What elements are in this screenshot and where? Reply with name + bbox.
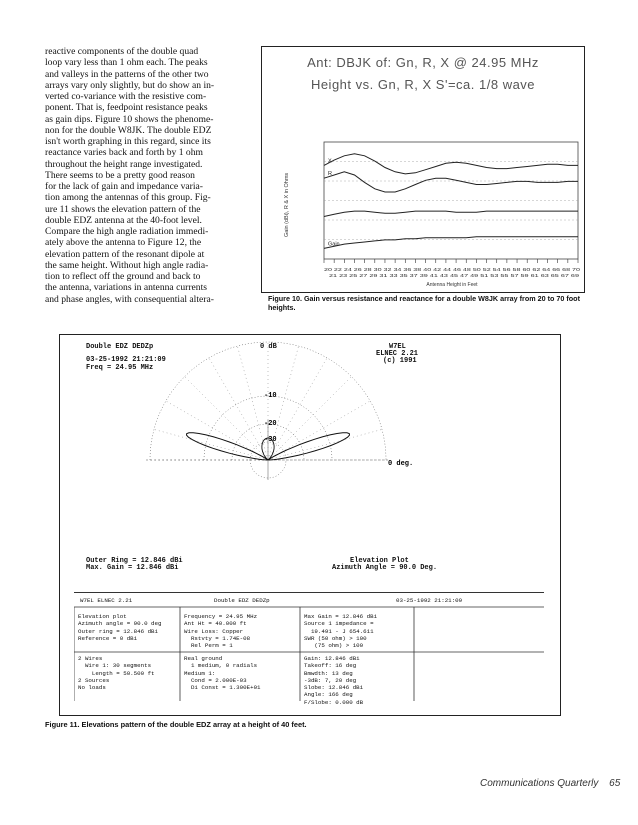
figure-11: [59, 334, 561, 716]
figure-10-xlabel: Antenna Height in Feet: [426, 282, 478, 288]
left-lobe: [187, 433, 268, 460]
figure-10-title: Ant: DBJK of: Gn, R, X @ 24.95 MHz: [307, 55, 539, 70]
table-cell: Max Gain = 12.846 dBi: [304, 613, 378, 620]
table-cell: 19.491 - J 654.611: [304, 627, 374, 635]
table-col3-top: [304, 613, 377, 649]
table-cell: Ant Ht = 40.000 ft: [184, 620, 247, 628]
table-header-mid: Double EDZ DEDZp: [214, 597, 270, 604]
body-text-line: isn't worth graphing in this regard, since its: [45, 136, 211, 147]
journal-name: Communications Quarterly: [480, 778, 599, 789]
polar-spoke: [268, 429, 382, 460]
table-cell: SWR (50 ohm) > 100: [304, 634, 367, 642]
table-cell: Rstvty = 1.74E-08: [184, 634, 251, 642]
figure-10-chart: [262, 47, 584, 292]
body-text-line: verted co-variance with the resistive com-: [45, 91, 207, 102]
table-col1-top: [78, 613, 162, 642]
ring-label-minus20: -20: [264, 420, 277, 428]
figure-11-caption: Figure 11. Elevations pattern of the double EDZ array at a height of 40 feet.: [45, 720, 307, 729]
table-cell: Azimuth angle = 90.0 deg: [78, 620, 162, 628]
figure-10-series-line: [324, 237, 578, 249]
table-header-right: 03-25-1992 21:21:09: [396, 597, 463, 604]
body-text-line: There seems to be a pretty good reason: [45, 169, 195, 181]
figure-10-series-line: [324, 154, 578, 174]
table-cell: 2 Sources: [78, 676, 110, 684]
body-text-line: non for the double W8JK. The double EDZ: [45, 124, 212, 136]
body-text-line: double EDZ antenna at the 40-foot level.: [45, 214, 202, 226]
table-cell: Elevation plot: [78, 613, 127, 620]
right-lobe: [268, 433, 349, 460]
table-cell: Slobe: 12.846 dBi: [304, 684, 364, 692]
figure-10-ticks-row2: 21 23 25 27 29 31 33 35 37 39 41 43 45 47 49 51 53 55 57 59 61 63 65 67 69: [329, 273, 580, 278]
plot-zero-db: 0 dB: [260, 343, 277, 351]
table-cell: Di Const = 1.300E+01: [184, 684, 261, 692]
table-cell: Wire 1: 30 segments: [78, 662, 152, 670]
table-cell: Reference = 0 dBi: [78, 634, 138, 642]
table-col1-bottom: [78, 655, 155, 691]
plot-frequency: Freq = 24.95 MHz: [86, 364, 154, 372]
table-cell: Source 1 impedance =: [304, 620, 374, 628]
polar-spoke: [154, 429, 268, 460]
body-text-column: [45, 46, 250, 305]
elevation-polar-plot: [60, 335, 560, 585]
table-cell: Real ground: [184, 655, 223, 662]
figure-10-plot-frame: [324, 142, 578, 259]
plot-outer-ring: Outer Ring = 12.846 dBi: [86, 557, 183, 565]
table-cell: Takeoff: 16 deg: [304, 662, 357, 670]
table-cell: Outer ring = 12.846 dBi: [78, 627, 159, 635]
body-text-line: reactive components of the double quad: [45, 46, 199, 57]
figure-10-ticks-row1: 20 22 24 26 28 30 32 34 36 38 40 42 44 46 48 50 52 54 56 58 60 62 64 66 68 70: [324, 267, 581, 272]
table-cell: Length = 50.500 ft: [78, 669, 155, 677]
plot-program-title: Double EDZ DEDZp: [86, 343, 154, 351]
table-cell: Wire Loss: Copper: [184, 627, 244, 635]
table-cell: Frequency = 24.95 MHz: [184, 613, 258, 620]
table-cell: 2 Wires: [78, 655, 103, 662]
body-text-line: the antenna, variations in antenna currents: [45, 282, 207, 294]
body-text-line: tion among the antennas of this group. Fig-: [45, 192, 211, 204]
body-text-line: Compare the high angle radiation immedi-: [45, 226, 209, 237]
table-cell: -3dB: 7, 20 deg: [304, 676, 357, 684]
figure-10-series-line: [324, 172, 578, 192]
body-text-line: loop vary less than 1 ohm each. The peaks: [45, 57, 208, 69]
polar-spoke: [209, 358, 268, 460]
plot-zero-deg: 0 deg.: [388, 460, 414, 468]
table-col2-bottom: [184, 655, 261, 691]
body-text-line: tion to reflect off the ground and back to: [45, 271, 201, 282]
body-text-line: for the lack of gain and impedance varia-: [45, 181, 203, 192]
figure-10-series-label: R: [328, 171, 332, 178]
table-cell: F/Slobe: 0.000 dB: [304, 698, 364, 706]
table-cell: Medium 1:: [184, 669, 216, 677]
figure-10-ylabel: Gain (dBi), R & X in Ohms: [284, 172, 290, 237]
body-text-line: and valleys in the patterns of the other two: [45, 68, 209, 80]
table-cell: Cond = 2.000E-03: [184, 676, 247, 684]
body-text-line: reactance varies back and forth by 1 ohm: [45, 147, 203, 159]
body-text-line: as gain dips. Figure 10 shows the phenome-: [45, 113, 214, 125]
plot-callsign: W7EL: [389, 343, 406, 351]
body-text-line: the same height. Without high angle radia-: [45, 259, 209, 271]
body-text-line: ure 11 shows the elevation pattern of the: [45, 203, 201, 215]
plot-type: Elevation Plot: [350, 557, 409, 565]
table-cell: Angle: 166 deg: [304, 691, 353, 699]
body-text-line: ately above the antenna to Figure 12, the: [45, 237, 202, 249]
figure-10-series-label: Gain: [328, 241, 340, 248]
table-cell: (75 ohm) > 100: [304, 642, 364, 650]
figure-10-subtitle: Height vs. Gn, R, X S'=ca. 1/8 wave: [310, 77, 536, 92]
plot-copyright: (c) 1991: [383, 357, 417, 365]
body-text-line: arrays vary only slightly, but do show an in-: [45, 79, 215, 91]
ring-label-minus30: -30: [264, 436, 277, 444]
plot-azimuth-angle: Azimuth Angle = 90.0 Deg.: [332, 564, 438, 572]
table-cell: Rel Perm = 1: [184, 642, 233, 650]
figure-10: [261, 46, 585, 293]
body-text-line: and phase angles, with consequential altera-: [45, 293, 214, 305]
table-cell: No loads: [78, 684, 106, 692]
plot-date-time: 03-25-1992 21:21:09: [86, 356, 166, 364]
page-number: 65: [609, 778, 621, 789]
table-header-left: W7EL ELNEC 2.21: [80, 597, 133, 604]
ring-label-minus10: -10: [264, 392, 277, 400]
body-text-line: throughout the height range investigated.: [45, 158, 203, 170]
body-text-line: elevation pattern of the resonant dipole at: [45, 248, 205, 260]
figure-10-series-line: [324, 211, 578, 216]
body-text-line: ponent. That is, feedpoint resistance peaks: [45, 102, 208, 114]
table-cell: Gain: 12.846 dBi: [304, 655, 360, 662]
plot-program: ELNEC 2.21: [376, 350, 419, 358]
parameter-table: [74, 592, 544, 706]
plot-max-gain: Max. Gain = 12.846 dBi: [86, 564, 179, 572]
figure-10-caption: Figure 10. Gain versus resistance and reactance for a double W8JK array from 20 to 70 foot heights.: [268, 294, 580, 312]
polar-spoke: [185, 377, 268, 460]
figure-10-series-label: X: [328, 158, 332, 165]
table-cell: Bmwdth: 13 deg: [304, 669, 353, 677]
table-cell: 1 medium, 0 radials: [184, 662, 258, 670]
polar-spoke: [268, 358, 327, 460]
table-col3-bottom: [304, 655, 363, 706]
polar-spoke: [268, 377, 351, 460]
table-col2-top: [184, 613, 257, 649]
page-footer: [480, 778, 620, 789]
